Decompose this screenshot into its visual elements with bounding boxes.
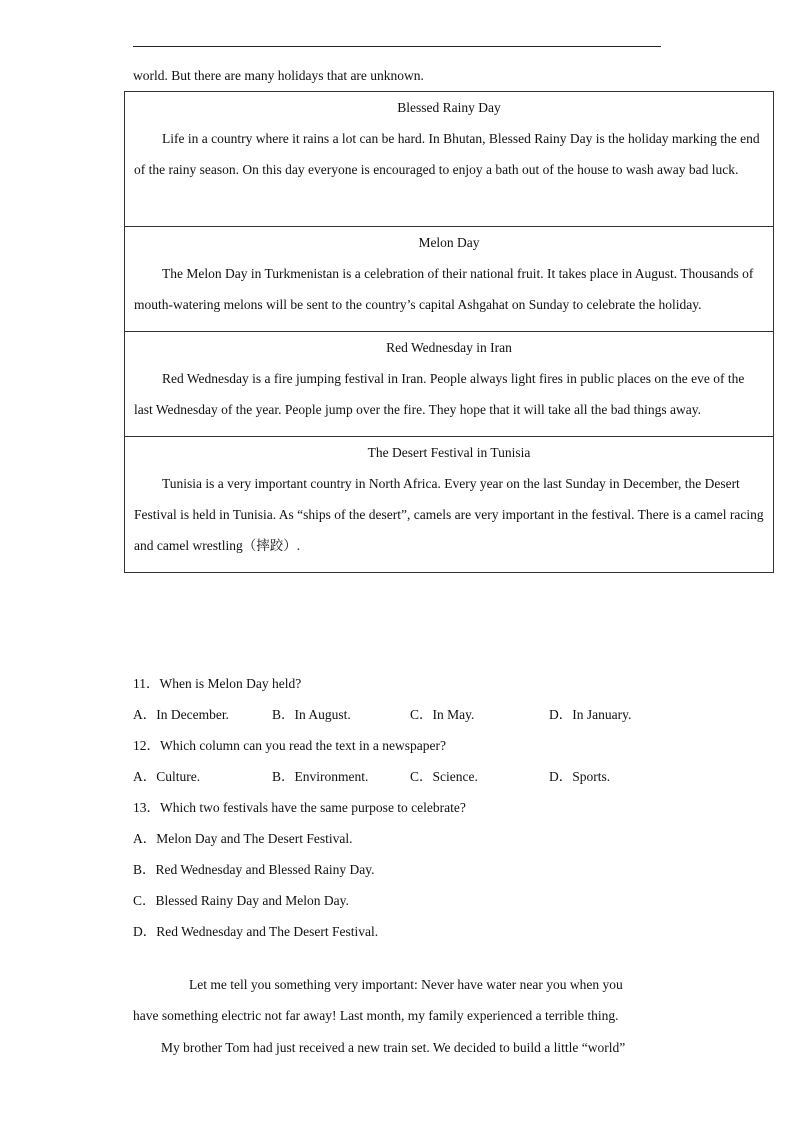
q13-option-c[interactable]: C．Blessed Rainy Day and Melon Day. [133,893,349,908]
passage-line: have something electric not far away! Last month, my family experienced a terrible thing. [133,1008,619,1023]
q11-option-a[interactable]: A．In December. [133,707,229,722]
q12-option-b[interactable]: B．Environment. [272,769,369,784]
q13-option-d[interactable]: D．Red Wednesday and The Desert Festival. [133,924,379,939]
q11-option-d[interactable]: D．In January. [549,707,632,722]
question-12-stem: 12．Which column can you read the text in a newspaper? [133,738,447,753]
q11-option-b[interactable]: B．In August. [272,707,351,722]
question-13-stem: 13．Which two festivals have the same purpose to celebrate? [133,800,466,815]
holiday-body: Red Wednesday is a fire jumping festival in Iran. People always light fires in public places on the eve of the last Wednesday of the year. People jump over the fire. They hope that it will take all the bad things away. [134,371,745,417]
q12-option-a[interactable]: A．Culture. [133,769,201,784]
holiday-cell-red-wednesday [124,332,774,437]
passage-line: My brother Tom had just received a new train set. We decided to build a little “world” [161,1040,626,1055]
holiday-cell-blessed-rainy-day [124,91,774,227]
holiday-body: Tunisia is a very important country in North Africa. Every year on the last Sunday in December, the Desert Festival is held in Tunisia. As “ships of the desert”, camels are very important in the festival. There is a camel racing and camel wrestling（摔跤）. [134,476,764,553]
passage-line: Let me tell you something very important: Never have water near you when you [189,977,623,992]
q11-option-c[interactable]: C．In May. [410,707,475,722]
holiday-body: Life in a country where it rains a lot can be hard. In Bhutan, Blessed Rainy Day is the holiday marking the end of the rainy season. On this day everyone is encouraged to enjoy a bath out of the house to wash away bad luck. [134,131,760,177]
question-11-stem: 11．When is Melon Day held? [133,676,302,691]
holiday-title: Melon Day [418,235,480,250]
holiday-title: The Desert Festival in Tunisia [367,445,531,460]
holiday-cell-melon-day [124,227,774,332]
top-rule [133,46,661,47]
intro-text: world. But there are many holidays that are unknown. [133,68,424,83]
holiday-cell-desert-festival [124,437,774,573]
q12-option-d[interactable]: D．Sports. [549,769,611,784]
holiday-title: Blessed Rainy Day [397,100,501,115]
q12-option-c[interactable]: C．Science. [410,769,478,784]
q13-option-b[interactable]: B．Red Wednesday and Blessed Rainy Day. [133,862,375,877]
holiday-title: Red Wednesday in Iran [386,340,512,355]
q13-option-a[interactable]: A．Melon Day and The Desert Festival. [133,831,353,846]
holiday-body: The Melon Day in Turkmenistan is a celebration of their national fruit. It takes place in August. Thousands of mouth-watering melons will be sent to the country’s capital Ashgahat on Sunday to celebrate the holiday. [134,266,754,312]
